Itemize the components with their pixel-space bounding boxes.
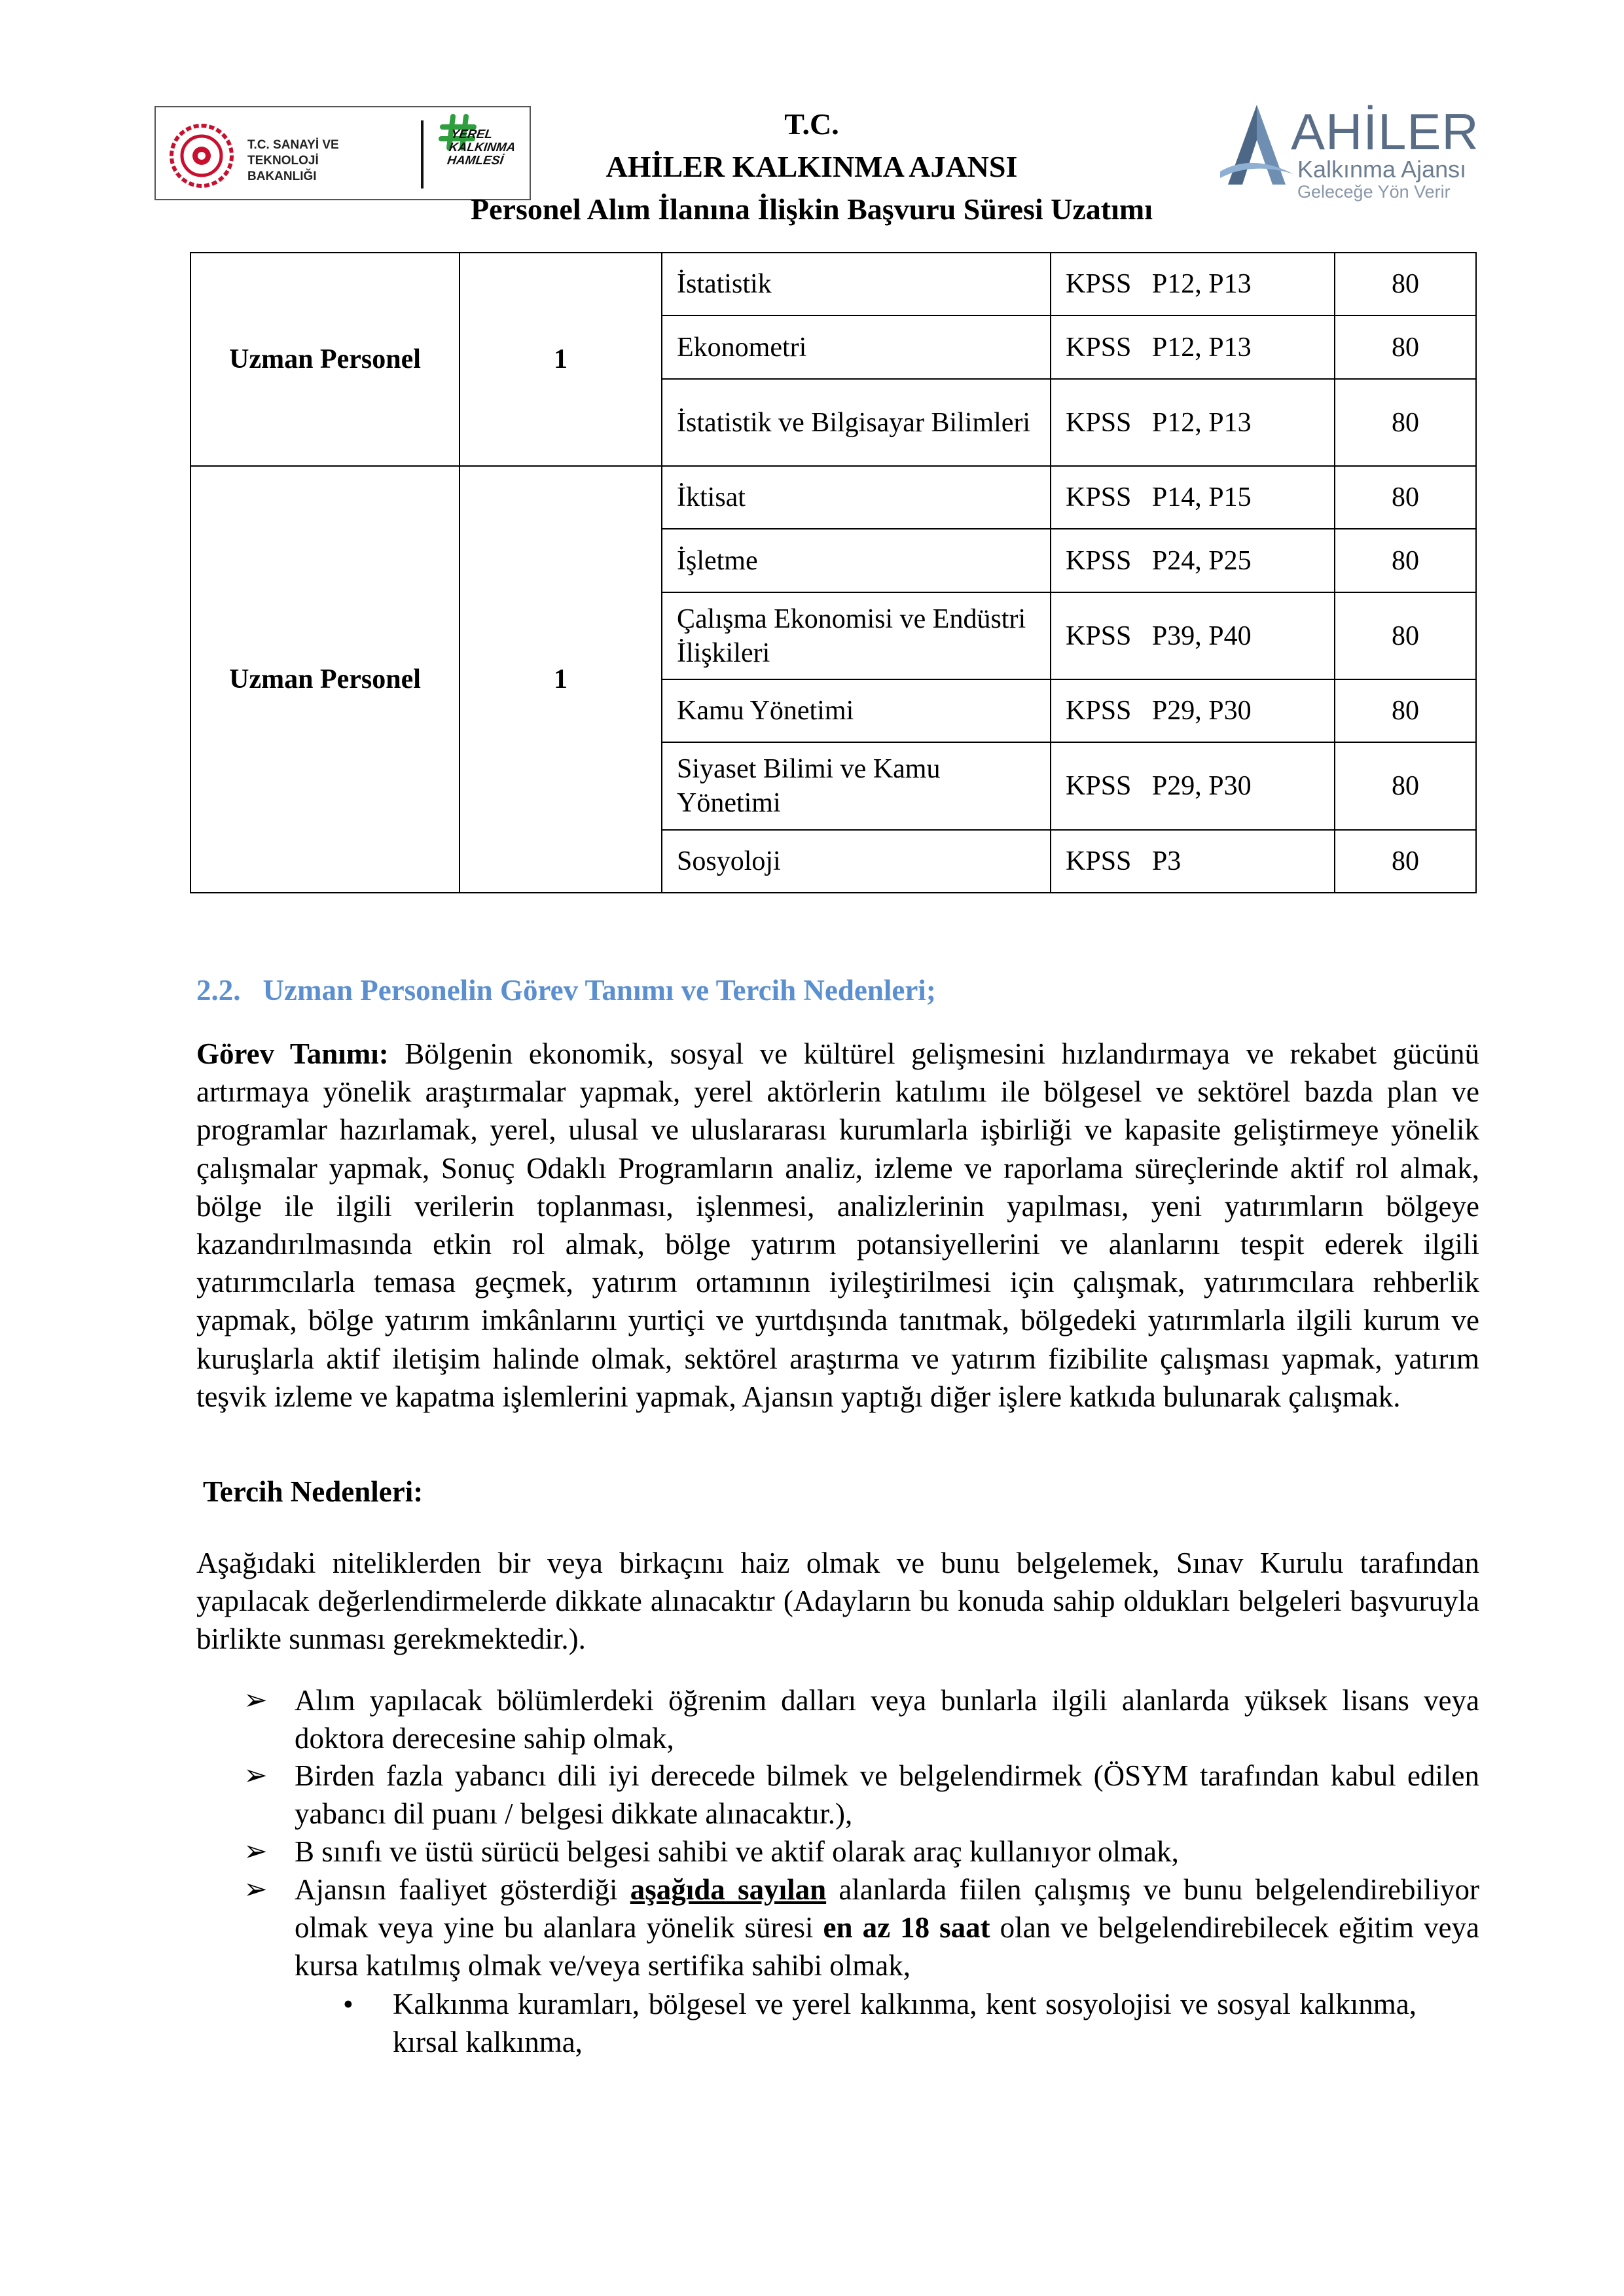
arrow-bullet-icon: ➢	[244, 1873, 268, 1905]
score-cell: 80	[1335, 742, 1476, 830]
arrow-bullet-icon: ➢	[244, 1684, 268, 1716]
field-cell: Siyaset Bilimi ve Kamu Yönetimi	[662, 742, 1051, 830]
yerel-kalkinma-hamlesi-text: YEREL KALKINMA HAMLESİ	[446, 128, 516, 168]
list-item-text: B sınıfı ve üstü sürücü belgesi sahibi ve aktif olarak araç kullanıyor olmak,	[295, 1835, 1179, 1868]
tercih-heading	[203, 1473, 1486, 1511]
dot-bullet-icon: •	[343, 1988, 353, 2020]
exam-cell: KPSS P12, P13	[1051, 315, 1335, 379]
ahiler-logo-subtitle: Kalkınma Ajansı	[1297, 156, 1467, 183]
position-count: 1	[460, 466, 662, 893]
header-tc: T.C.	[784, 107, 839, 141]
list-item	[245, 1871, 1479, 1985]
position-count: 1	[460, 253, 662, 466]
table-row	[190, 466, 1476, 529]
bullet4-part1: Ajansın faaliyet gösterdiği	[295, 1873, 630, 1906]
ahiler-logo-name: AHİLER	[1291, 103, 1479, 160]
exam-cell: KPSS P14, P15	[1051, 466, 1335, 529]
field-cell: İktisat	[662, 466, 1051, 529]
score-cell: 80	[1335, 379, 1476, 466]
bullet4-underlined: aşağıda sayılan	[630, 1873, 827, 1906]
field-cell: İstatistik ve Bilgisayar Bilimleri	[662, 379, 1051, 466]
ahiler-mark-icon	[1216, 101, 1295, 192]
exam-cell: KPSS P29, P30	[1051, 742, 1335, 830]
position-title: Uzman Personel	[190, 466, 460, 893]
sub-list-item	[343, 1985, 1416, 2061]
ministry-name: T.C. SANAYİ VE TEKNOLOJİ BAKANLIĞI	[247, 138, 339, 183]
header-agency: AHİLER KALKINMA AJANSI	[605, 150, 1018, 183]
position-table	[190, 252, 1477, 893]
exam-cell: KPSS P24, P25	[1051, 529, 1335, 592]
list-item	[245, 1757, 1479, 1833]
list-item	[245, 1833, 1479, 1871]
ahiler-logo-slogan: Geleceğe Yön Verir	[1297, 182, 1451, 202]
ministry-seal-icon	[169, 123, 234, 188]
field-cell: İstatistik	[662, 253, 1051, 315]
score-cell: 80	[1335, 466, 1476, 529]
bullet4-part2: alanlarda fiilen çalışmış ve bunu belgelendirebiliyor olmak veya yine bu alanlara yönelik süresi	[295, 1873, 1479, 1945]
list-item-text: Alım yapılacak bölümlerdeki öğrenim dalları veya bunlarla ilgili alanlarda yüksek lisans veya doktora derecesine sahip olmak,	[295, 1684, 1479, 1755]
ahiler-logo	[1216, 99, 1491, 204]
gorev-paragraph	[196, 1035, 1479, 1416]
tercih-label: Tercih Nedenleri:	[203, 1475, 424, 1508]
arrow-bullet-icon: ➢	[244, 1835, 268, 1867]
section-title: Uzman Personelin Görev Tanımı ve Tercih Nedenleri;	[262, 974, 936, 1007]
score-cell: 80	[1335, 830, 1476, 893]
section-number: 2.2.	[196, 974, 241, 1007]
tercih-intro: Aşağıdaki niteliklerden bir veya birkaçını haiz olmak ve bunu belgelemek, Sınav Kurulu tarafından yapılacak değerlendirmelerde dikkate alınacaktır (Adayların bu konuda sahip oldukları belgeleri başvuruyla birlikte sunması gerekmektedir.).	[196, 1547, 1479, 1656]
table-row	[190, 253, 1476, 315]
exam-cell: KPSS P12, P13	[1051, 253, 1335, 315]
arrow-bullet-icon: ➢	[244, 1759, 268, 1791]
field-cell: İşletme	[662, 529, 1051, 592]
score-cell: 80	[1335, 529, 1476, 592]
bullet4-bold: en az 18 saat	[823, 1911, 990, 1945]
score-cell: 80	[1335, 315, 1476, 379]
list-item-text: Birden fazla yabancı dili iyi derecede bilmek ve belgelendirmek (ÖSYM tarafından kabul edilen yabancı dil puanı / belgesi dikkate alınacaktır.),	[295, 1759, 1479, 1831]
gorev-text: Bölgenin ekonomik, sosyal ve kültürel gelişmesini hızlandırmaya ve rekabet gücünü artırmaya yönelik araştırmalar yapmak, yerel aktörlerin katılımı ile bölgesel ve sektörel bazda plan ve programlar hazırlamak, yerel, ulusal ve uluslararası kurumlarla işbirliği ve kapasite geliştirmeye yönelik çalışmalar yapmak, Sonuç Odaklı Programların analiz, izleme ve raporlama süreçlerinde aktif rol almak, bölge ile ilgili verilerin toplanması, işlenmesi, analizlerinin yapılması, yeni yatırımların bölgeye kazandırılmasında etkin rol almak, bölge yatırım potansiyellerini ve alanlarını tespit ederek ilgili yatırımcılarla temasa geçmek, yatırım ortamının iyileştirilmesi için çalışmak, yatırımcılara rehberlik yapmak, bölge yatırım imkânlarını yurtiçi ve yurtdışında tanıtmak, bölgedeki yatırımlarla ilgili kurum ve kuruşlarla aktif iletişim halinde olmak, sektörel araştırma ve yatırım fizibilite çalışması yapmak, yatırım teşvik izleme ve kapatma işlemlerini yapmak, Ajansın yaptığı diğer işlere katkıda bulunarak çalışmak.	[196, 1037, 1479, 1413]
exam-cell: KPSS P3	[1051, 830, 1335, 893]
exam-cell: KPSS P29, P30	[1051, 679, 1335, 742]
section-heading	[196, 973, 936, 1007]
exam-cell: KPSS P39, P40	[1051, 592, 1335, 679]
header-subject: Personel Alım İlanına İlişkin Başvuru Süresi Uzatımı	[471, 192, 1153, 226]
list-item-text	[295, 1871, 1479, 1985]
position-title: Uzman Personel	[190, 253, 460, 466]
field-cell: Çalışma Ekonomisi ve Endüstri İlişkileri	[662, 592, 1051, 679]
bullet4-part3: olan ve belgelendirebilecek eğitim veya kursa katılmış olmak ve/veya sertifika sahibi olmak,	[295, 1911, 1480, 1982]
exam-cell: KPSS P12, P13	[1051, 379, 1335, 466]
list-item	[245, 1681, 1479, 1757]
score-cell: 80	[1335, 253, 1476, 315]
field-cell: Sosyoloji	[662, 830, 1051, 893]
field-cell: Kamu Yönetimi	[662, 679, 1051, 742]
field-cell: Ekonometri	[662, 315, 1051, 379]
score-cell: 80	[1335, 679, 1476, 742]
sub-list-item-text: Kalkınma kuramları, bölgesel ve yerel kalkınma, kent sosyolojisi ve sosyal kalkınma, kırsal kalkınma,	[393, 1988, 1416, 2059]
gorev-label: Görev Tanımı:	[196, 1037, 389, 1070]
score-cell: 80	[1335, 592, 1476, 679]
